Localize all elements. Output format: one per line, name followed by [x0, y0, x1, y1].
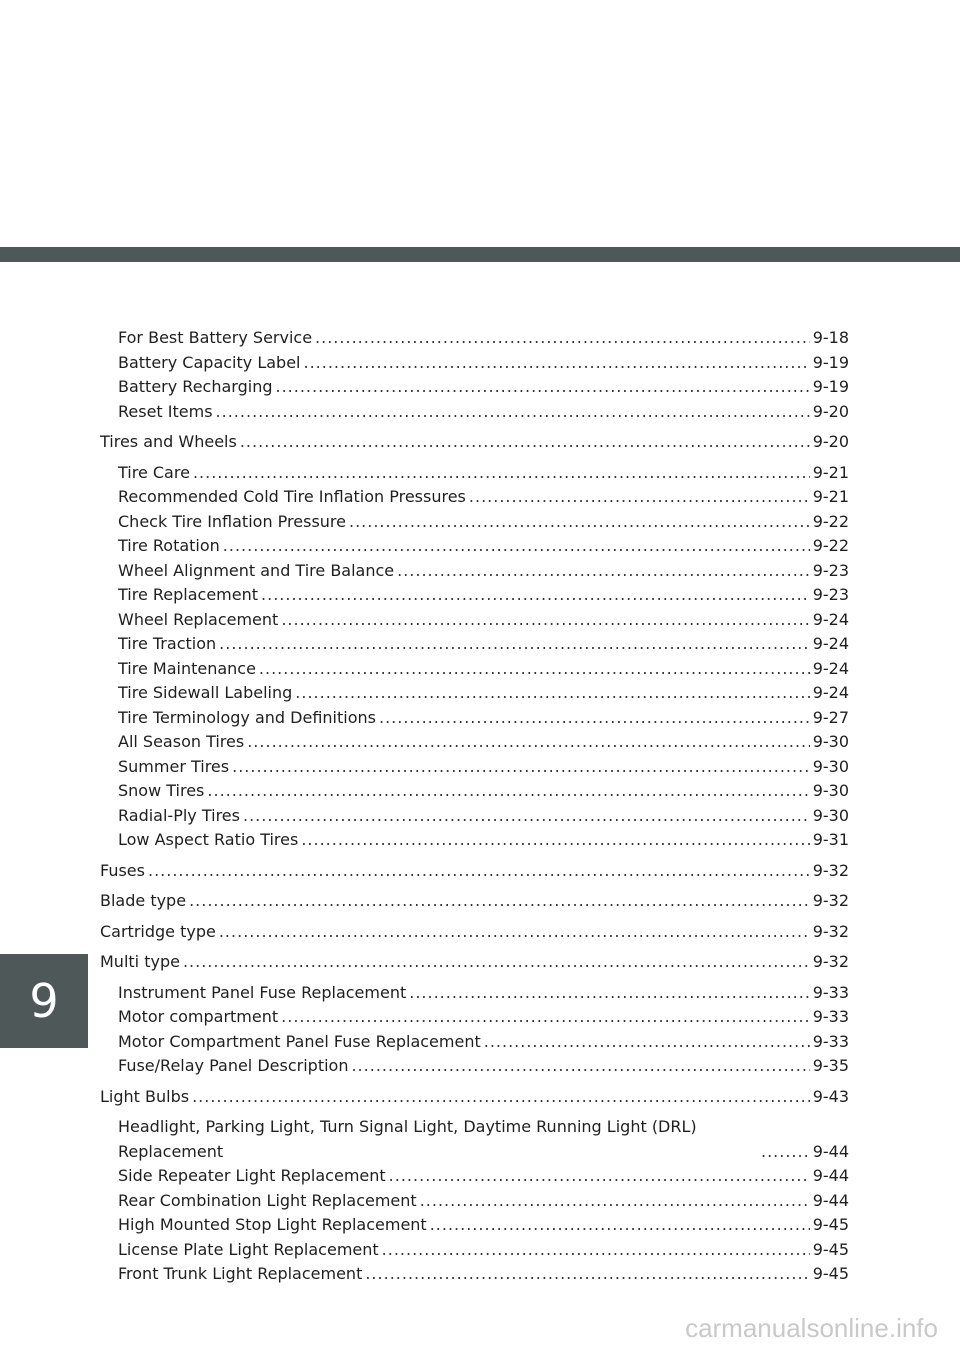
toc-entry[interactable] — [100, 559, 849, 584]
toc-entry-page: 9-20 — [812, 432, 849, 451]
toc-entry-title: Tire Replacement — [118, 585, 259, 604]
toc-entry-page: 9-23 — [812, 560, 849, 580]
toc-entry[interactable] — [100, 859, 849, 884]
toc-entry-page: 9-30 — [812, 781, 849, 800]
toc-leader-dots — [761, 1140, 810, 1165]
toc-entry[interactable] — [100, 920, 849, 945]
toc-entry-title: Wheel Replacement — [118, 609, 279, 629]
toc-entry-title: Multi type — [100, 952, 180, 971]
toc-entry-title: Snow Tires — [118, 781, 205, 800]
toc-entry[interactable] — [100, 755, 849, 780]
toc-entry[interactable] — [100, 608, 849, 633]
toc-entry-title: Light Bulbs — [100, 1086, 190, 1106]
toc-leader-dots — [261, 583, 810, 608]
toc-entry[interactable] — [100, 375, 849, 400]
toc-leader-dots — [349, 510, 810, 535]
toc-entry-title: Instrument Panel Fuse Replacement — [118, 982, 407, 1002]
toc-entry[interactable] — [100, 1189, 849, 1214]
toc-entry-page: 9-21 — [812, 462, 849, 482]
toc-leader-dots — [223, 534, 810, 559]
toc-entry-page: 9-44 — [812, 1166, 849, 1185]
toc-entry-title: Check Tire Inflation Pressure — [118, 511, 346, 531]
toc-entry-title: Tires and Wheels — [100, 432, 237, 451]
toc-entry[interactable] — [100, 950, 849, 975]
toc-leader-dots — [219, 632, 810, 657]
toc-entry-page: 9-32 — [812, 952, 849, 971]
toc-entry-title: Fuses — [100, 860, 145, 880]
toc-entry[interactable] — [100, 1262, 849, 1287]
toc-leader-dots — [484, 1030, 810, 1055]
toc-entry-title: Cartridge type — [100, 921, 216, 941]
toc-entry-title: Reset Items — [118, 401, 213, 421]
toc-leader-dots — [189, 889, 810, 914]
toc-entry[interactable] — [100, 1054, 849, 1079]
toc-leader-dots — [259, 657, 810, 682]
toc-entry[interactable] — [100, 485, 849, 510]
toc-leader-dots — [379, 706, 810, 731]
toc-entry-title: Recommended Cold Tire Inflation Pressures — [118, 487, 466, 506]
toc-entry-title: Blade type — [100, 891, 187, 910]
toc-entry-page: 9-43 — [812, 1086, 849, 1106]
toc-entry-page: 9-45 — [812, 1264, 849, 1283]
toc-leader-dots — [469, 485, 810, 510]
toc-entry-page: 9-23 — [812, 585, 849, 604]
toc-entry[interactable] — [100, 583, 849, 608]
toc-entry[interactable] — [100, 1213, 849, 1238]
toc-entry-title: Tire Rotation — [118, 536, 220, 555]
toc-entry-page: 9-18 — [812, 328, 849, 347]
header-bar — [0, 247, 960, 262]
toc-entry[interactable] — [100, 351, 849, 376]
toc-entry-title: License Plate Light Replacement — [118, 1239, 379, 1259]
toc-entry-page: 9-24 — [812, 634, 849, 653]
toc-entry-page: 9-27 — [812, 707, 849, 727]
toc-entry-title: Summer Tires — [118, 756, 230, 776]
toc-entry-title: High Mounted Stop Light Replacement — [118, 1215, 427, 1234]
toc-entry-page: 9-45 — [812, 1239, 849, 1259]
toc-leader-dots — [409, 981, 809, 1006]
toc-leader-dots — [397, 559, 810, 584]
toc-leader-dots — [420, 1189, 810, 1214]
toc-entry[interactable] — [100, 461, 849, 486]
toc-entry-page: 9-24 — [812, 658, 849, 678]
toc-entry-title: Motor Compartment Panel Fuse Replacement — [118, 1031, 481, 1051]
toc-leader-dots — [247, 730, 809, 755]
chapter-tab[interactable] — [0, 954, 88, 1048]
toc-entry-page: 9-35 — [812, 1056, 849, 1075]
toc-entry-page: 9-24 — [812, 609, 849, 629]
toc-entry[interactable] — [100, 681, 849, 706]
toc-leader-dots — [351, 1054, 809, 1079]
toc-entry-title: Low Aspect Ratio Tires — [118, 830, 299, 849]
toc-entry-title: Side Repeater Light Replacement — [118, 1166, 386, 1185]
toc-entry[interactable] — [100, 657, 849, 682]
toc-leader-dots — [295, 681, 809, 706]
watermark: carmanualsonline.info — [685, 1313, 938, 1343]
toc-leader-dots — [315, 326, 810, 351]
toc-entry[interactable] — [100, 1030, 849, 1055]
toc-leader-dots — [275, 375, 809, 400]
toc-leader-dots — [389, 1164, 810, 1189]
toc-leader-dots — [301, 828, 809, 853]
toc-entry-page: 9-22 — [812, 511, 849, 531]
toc-entry-page: 9-45 — [812, 1215, 849, 1234]
toc-entry-title: Rear Combination Light Replacement — [118, 1190, 417, 1210]
toc-entry[interactable] — [100, 730, 849, 755]
toc-entry-title: Tire Terminology and Definitions — [118, 707, 376, 727]
toc-entry-title: Wheel Alignment and Tire Balance — [118, 560, 395, 580]
toc-leader-dots — [281, 608, 809, 633]
toc-entry[interactable] — [100, 1238, 849, 1263]
toc-leader-dots — [430, 1213, 810, 1238]
toc-leader-dots — [240, 430, 810, 455]
toc-entry-title: Motor compartment — [118, 1007, 279, 1026]
toc-leader-dots — [192, 1085, 810, 1110]
toc-entry-page: 9-31 — [812, 830, 849, 849]
toc-entry[interactable] — [100, 1115, 849, 1164]
chapter-number: 9 — [29, 974, 59, 1028]
toc-entry[interactable] — [100, 1005, 849, 1030]
toc-entry[interactable] — [100, 430, 849, 455]
toc-entry-title: Headlight, Parking Light, Turn Signal Light, Daytime Running Light (DRL) Replacement — [118, 1117, 697, 1161]
toc-leader-dots — [365, 1262, 809, 1287]
toc-entry[interactable] — [100, 1085, 849, 1110]
toc-entry[interactable] — [100, 779, 849, 804]
toc-leader-dots — [183, 950, 810, 975]
toc-entry-title: All Season Tires — [118, 732, 245, 751]
table-of-contents — [100, 326, 849, 1287]
toc-leader-dots — [216, 400, 810, 425]
toc-entry-page: 9-22 — [812, 536, 849, 555]
toc-entry-title: Tire Care — [118, 462, 190, 482]
toc-entry-title: Battery Recharging — [118, 377, 273, 396]
toc-entry[interactable] — [100, 804, 849, 829]
toc-entry[interactable] — [100, 981, 849, 1006]
toc-entry-title: Tire Traction — [118, 634, 217, 653]
toc-entry-page: 9-30 — [812, 805, 849, 825]
toc-leader-dots — [219, 920, 810, 945]
toc-entry[interactable] — [100, 706, 849, 731]
toc-entry[interactable] — [100, 510, 849, 535]
toc-entry-page: 9-33 — [812, 982, 849, 1002]
toc-leader-dots — [382, 1238, 810, 1263]
toc-entry-title: For Best Battery Service — [118, 328, 313, 347]
toc-entry-page: 9-32 — [812, 921, 849, 941]
toc-entry[interactable] — [100, 889, 849, 914]
toc-entry-title: Tire Maintenance — [118, 658, 256, 678]
toc-entry-title: Front Trunk Light Replacement — [118, 1264, 363, 1283]
toc-leader-dots — [243, 804, 810, 829]
toc-entry-page: 9-19 — [812, 352, 849, 372]
toc-leader-dots — [148, 859, 810, 884]
toc-leader-dots — [193, 461, 810, 486]
toc-entry-page: 9-32 — [812, 891, 849, 910]
toc-entry-page: 9-20 — [812, 401, 849, 421]
toc-entry[interactable] — [100, 828, 849, 853]
toc-entry-title: Battery Capacity Label — [118, 352, 301, 372]
toc-entry-page: 9-30 — [812, 756, 849, 776]
toc-entry-page: 9-19 — [812, 377, 849, 396]
toc-entry-page: 9-44 — [812, 1141, 849, 1161]
toc-entry-page: 9-24 — [812, 683, 849, 702]
toc-entry[interactable] — [100, 632, 849, 657]
toc-leader-dots — [207, 779, 809, 804]
toc-entry-page: 9-44 — [812, 1190, 849, 1210]
toc-entry[interactable] — [100, 1164, 849, 1189]
toc-entry-title: Fuse/Relay Panel Description — [118, 1056, 349, 1075]
toc-leader-dots — [303, 351, 809, 376]
toc-entry[interactable] — [100, 326, 849, 351]
toc-leader-dots — [232, 755, 810, 780]
toc-entry-title: Tire Sidewall Labeling — [118, 683, 293, 702]
toc-entry[interactable] — [100, 534, 849, 559]
toc-entry-page: 9-21 — [812, 487, 849, 506]
toc-entry-page: 9-33 — [812, 1031, 849, 1051]
toc-entry-page: 9-30 — [812, 732, 849, 751]
toc-entry-page: 9-33 — [812, 1007, 849, 1026]
toc-entry-title: Radial-Ply Tires — [118, 805, 240, 825]
toc-entry[interactable] — [100, 400, 849, 425]
toc-leader-dots — [281, 1005, 810, 1030]
toc-entry-page: 9-32 — [812, 860, 849, 880]
